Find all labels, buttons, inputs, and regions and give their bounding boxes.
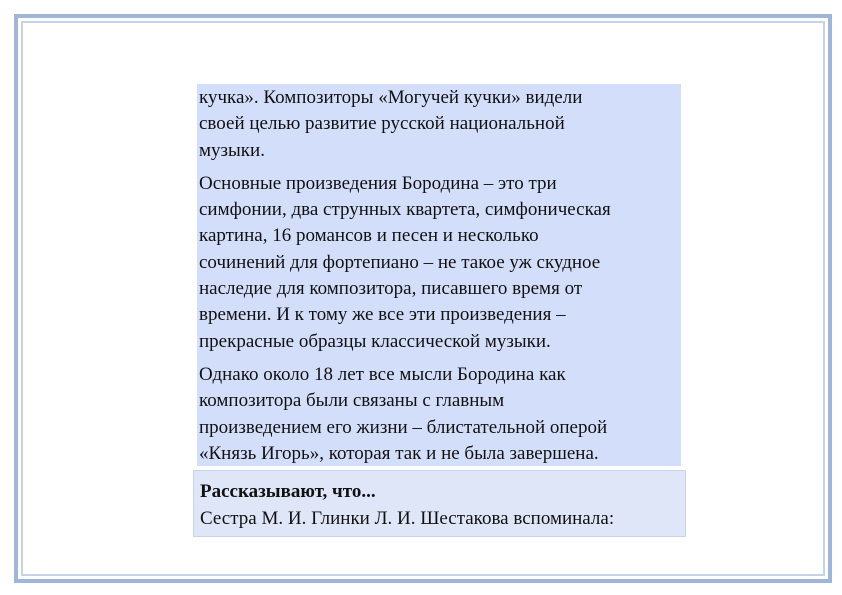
text-line: Однако около 18 лет все мысли Бородина как <box>199 363 566 385</box>
paragraph-1 <box>199 85 681 164</box>
text-line: прекрасные образцы классической музыки. <box>199 330 551 352</box>
text-line: Основные произведения Бородина – это три <box>199 172 557 194</box>
text-line: времени. И к тому же все эти произведения – <box>199 304 566 326</box>
paragraph-3 <box>199 362 681 467</box>
text-line: произведением его жизни – блистательной оперой <box>199 416 608 438</box>
text-line: сочинений для фортепиано – не такое уж скудное <box>199 251 601 273</box>
text-line: музыки. <box>199 139 265 161</box>
paragraph-2 <box>199 171 681 355</box>
text-line: картина, 16 романсов и песен и несколько <box>199 225 539 247</box>
text-line: наследие для композитора, писавшего время от <box>199 278 583 300</box>
note-text: Сестра М. И. Глинки Л. И. Шестакова вспоминала: <box>200 508 615 529</box>
note-title: Рассказывают, что... <box>200 481 376 502</box>
note-box <box>193 470 686 537</box>
main-text-block <box>197 84 681 466</box>
text-line: композитора были связаны с главным <box>199 390 505 412</box>
text-line: кучка». Композиторы «Могучей кучки» видели <box>199 87 583 108</box>
text-line: «Князь Игорь», которая так и не была завершена. <box>199 442 599 464</box>
text-line: своей целью развитие русской национальной <box>199 113 565 135</box>
text-line: симфонии, два струнных квартета, симфоническая <box>199 199 611 221</box>
